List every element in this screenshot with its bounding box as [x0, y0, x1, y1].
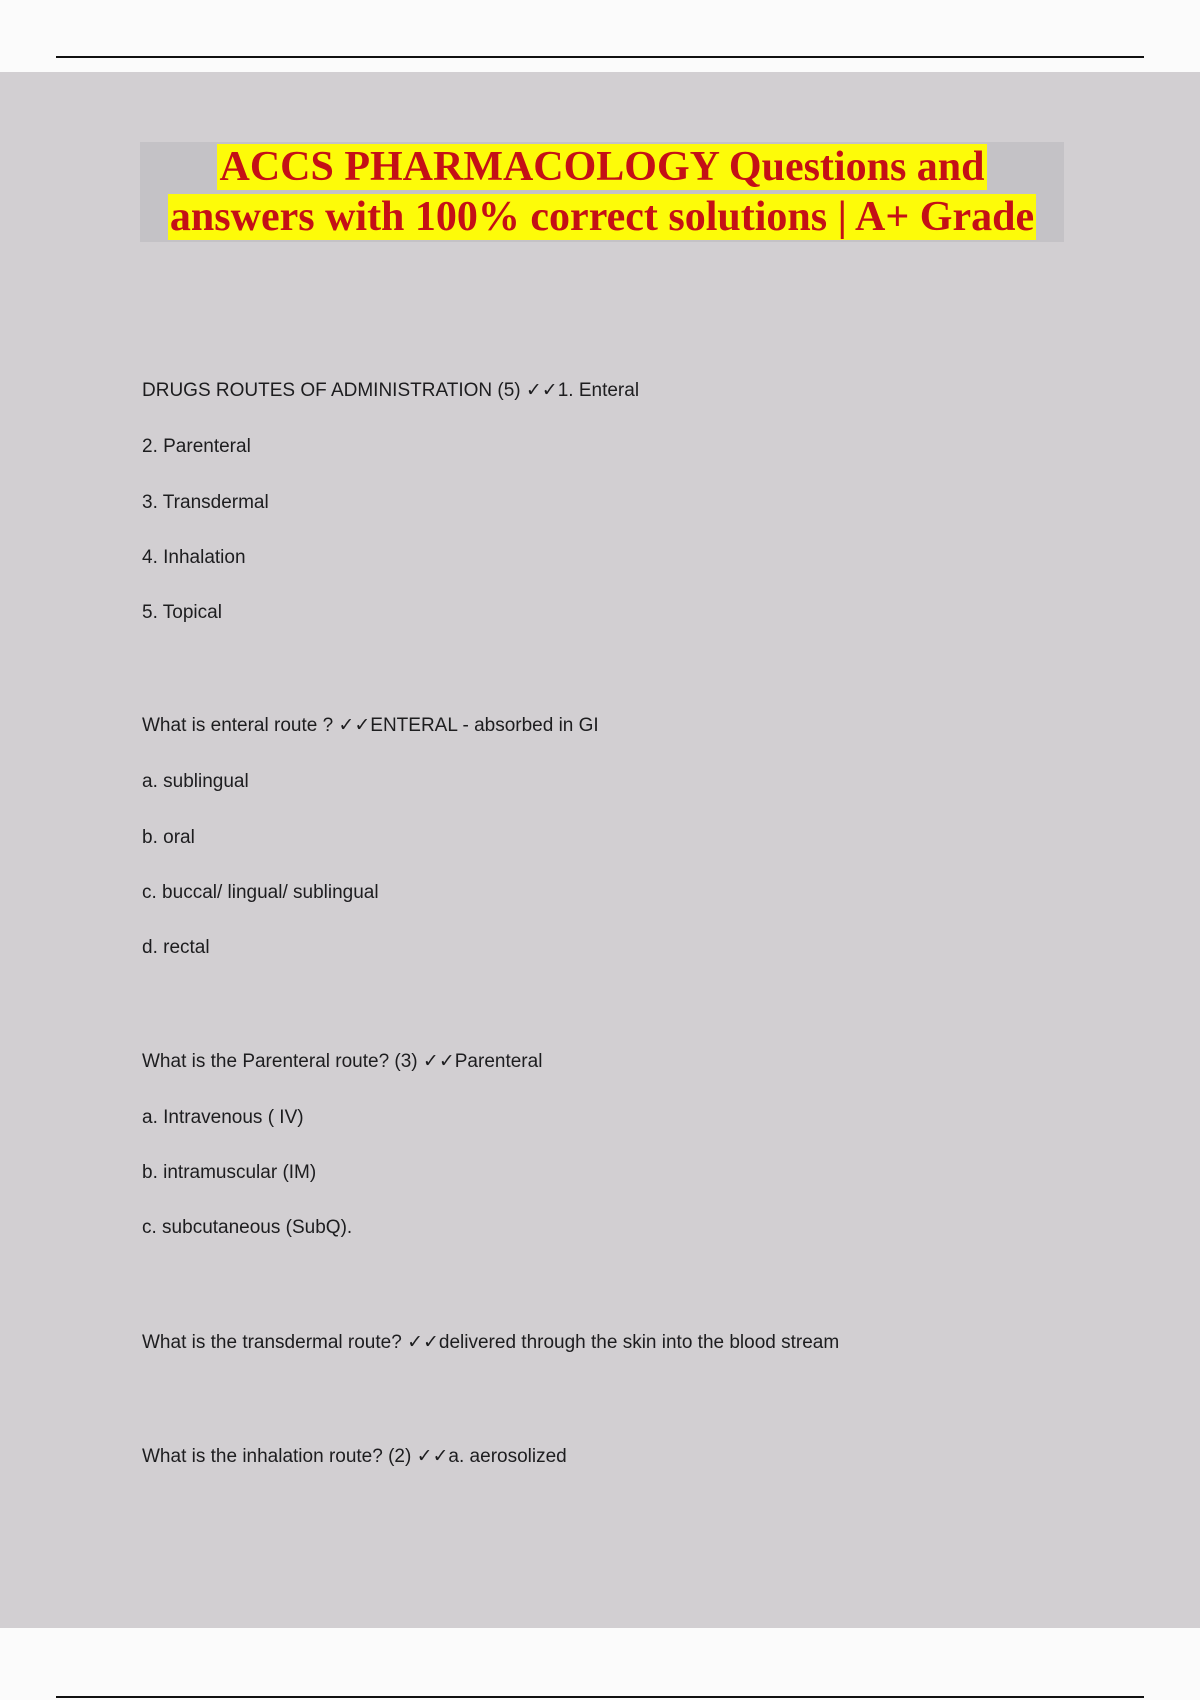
question-parenteral: What is the Parenteral route? (3) ✓✓Parenteral [142, 1051, 543, 1072]
answer-line: a. Intravenous ( IV) [142, 1107, 304, 1128]
question-inhalation: What is the inhalation route? (2) ✓✓a. aerosolized [142, 1446, 567, 1467]
top-rule [56, 56, 1144, 58]
title-line-2: answers with 100% correct solutions | A+ Grade [169, 194, 1035, 240]
bottom-rule [56, 1696, 1144, 1698]
answer-line: c. subcutaneous (SubQ). [142, 1217, 353, 1238]
answer-line: a. sublingual [142, 771, 249, 792]
document-page [0, 72, 1200, 1628]
question-routes: DRUGS ROUTES OF ADMINISTRATION (5) ✓✓1. Enteral [142, 380, 640, 401]
answer-line: 5. Topical [142, 602, 222, 623]
answer-line: d. rectal [142, 937, 210, 958]
answer-line: 4. Inhalation [142, 547, 246, 568]
answer-line: c. buccal/ lingual/ sublingual [142, 882, 379, 903]
answer-line: b. intramuscular (IM) [142, 1162, 317, 1183]
answer-line: 3. Transdermal [142, 492, 269, 513]
title-line-1: ACCS PHARMACOLOGY Questions and [219, 144, 985, 190]
answer-line: 2. Parenteral [142, 436, 251, 457]
answer-line: b. oral [142, 827, 195, 848]
document-title [140, 142, 1064, 242]
question-enteral: What is enteral route ? ✓✓ENTERAL - absorbed in GI [142, 715, 599, 736]
question-transdermal: What is the transdermal route? ✓✓delivered through the skin into the blood stream [142, 1332, 840, 1353]
